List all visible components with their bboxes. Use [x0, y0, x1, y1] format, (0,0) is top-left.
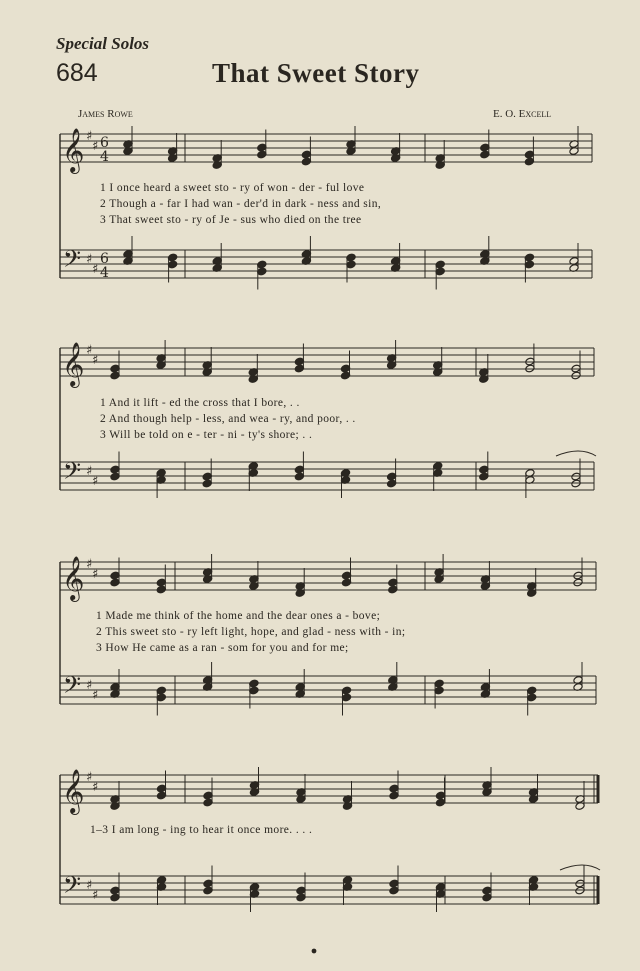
bass-clef-icon: 𝄢 [63, 457, 82, 490]
bass-clef-icon: 𝄢 [63, 871, 82, 904]
lyricist-credit: James Rowe [78, 108, 133, 120]
sharp-icon: ♯ [86, 343, 93, 358]
lyric-line: 2 And though help - less, and wea - ry, and poor, . . [100, 413, 356, 425]
sharp-icon: ♯ [92, 139, 99, 154]
sharp-icon: ♯ [92, 474, 99, 489]
sharp-icon: ♯ [92, 262, 99, 277]
sharp-icon: ♯ [86, 129, 93, 144]
treble-clef-icon: 𝄞 [62, 128, 85, 172]
sharp-icon: ♯ [86, 770, 93, 785]
time-signature: 4 [100, 265, 109, 281]
slur [556, 451, 596, 456]
slur [560, 865, 600, 870]
sharp-icon: ♯ [92, 780, 99, 795]
time-signature: 6 [100, 251, 109, 267]
bass-clef-icon: 𝄢 [63, 245, 82, 278]
treble-clef-icon: 𝄞 [62, 769, 85, 813]
lyric-line: 1 And it lift - ed the cross that I bore, . . [100, 397, 300, 409]
sharp-icon: ♯ [86, 557, 93, 572]
treble-clef-icon: 𝄞 [62, 342, 85, 386]
sharp-icon: ♯ [86, 252, 93, 267]
page-dot [312, 949, 317, 954]
section-title: Special Solos [56, 34, 150, 53]
sharp-icon: ♯ [92, 888, 99, 903]
hymn-number: 684 [56, 59, 98, 87]
lyric-line: 1 I once heard a sweet sto - ry of won - der - ful love [100, 182, 365, 194]
treble-clef-icon: 𝄞 [62, 556, 85, 600]
sharp-icon: ♯ [86, 878, 93, 893]
lyric-line: 2 Though a - far I had wan - der'd in dark - ness and sin, [100, 198, 382, 210]
sharp-icon: ♯ [86, 464, 93, 479]
time-signature: 4 [100, 149, 109, 165]
lyric-line: 3 Will be told on e - ter - ni - ty's shore; . . [100, 429, 313, 441]
lyric-line: 2 This sweet sto - ry left light, hope, and glad - ness with - in; [96, 626, 406, 638]
lyric-line: 1 Made me think of the home and the dear ones a - bove; [96, 610, 381, 622]
lyric-line: 3 How He came as a ran - som for you and for me; [96, 642, 349, 654]
sharp-icon: ♯ [92, 353, 99, 368]
sharp-icon: ♯ [92, 567, 99, 582]
hymn-title: That Sweet Story [212, 58, 420, 88]
lyric-line: 1–3 I am long - ing to hear it once more. . . . [90, 824, 313, 836]
lyric-line: 3 That sweet sto - ry of Je - sus who died on the tree [100, 214, 362, 226]
sharp-icon: ♯ [86, 678, 93, 693]
time-signature: 6 [100, 135, 109, 151]
bass-clef-icon: 𝄢 [63, 671, 82, 704]
sharp-icon: ♯ [92, 688, 99, 703]
composer-credit: E. O. Excell [493, 108, 552, 120]
